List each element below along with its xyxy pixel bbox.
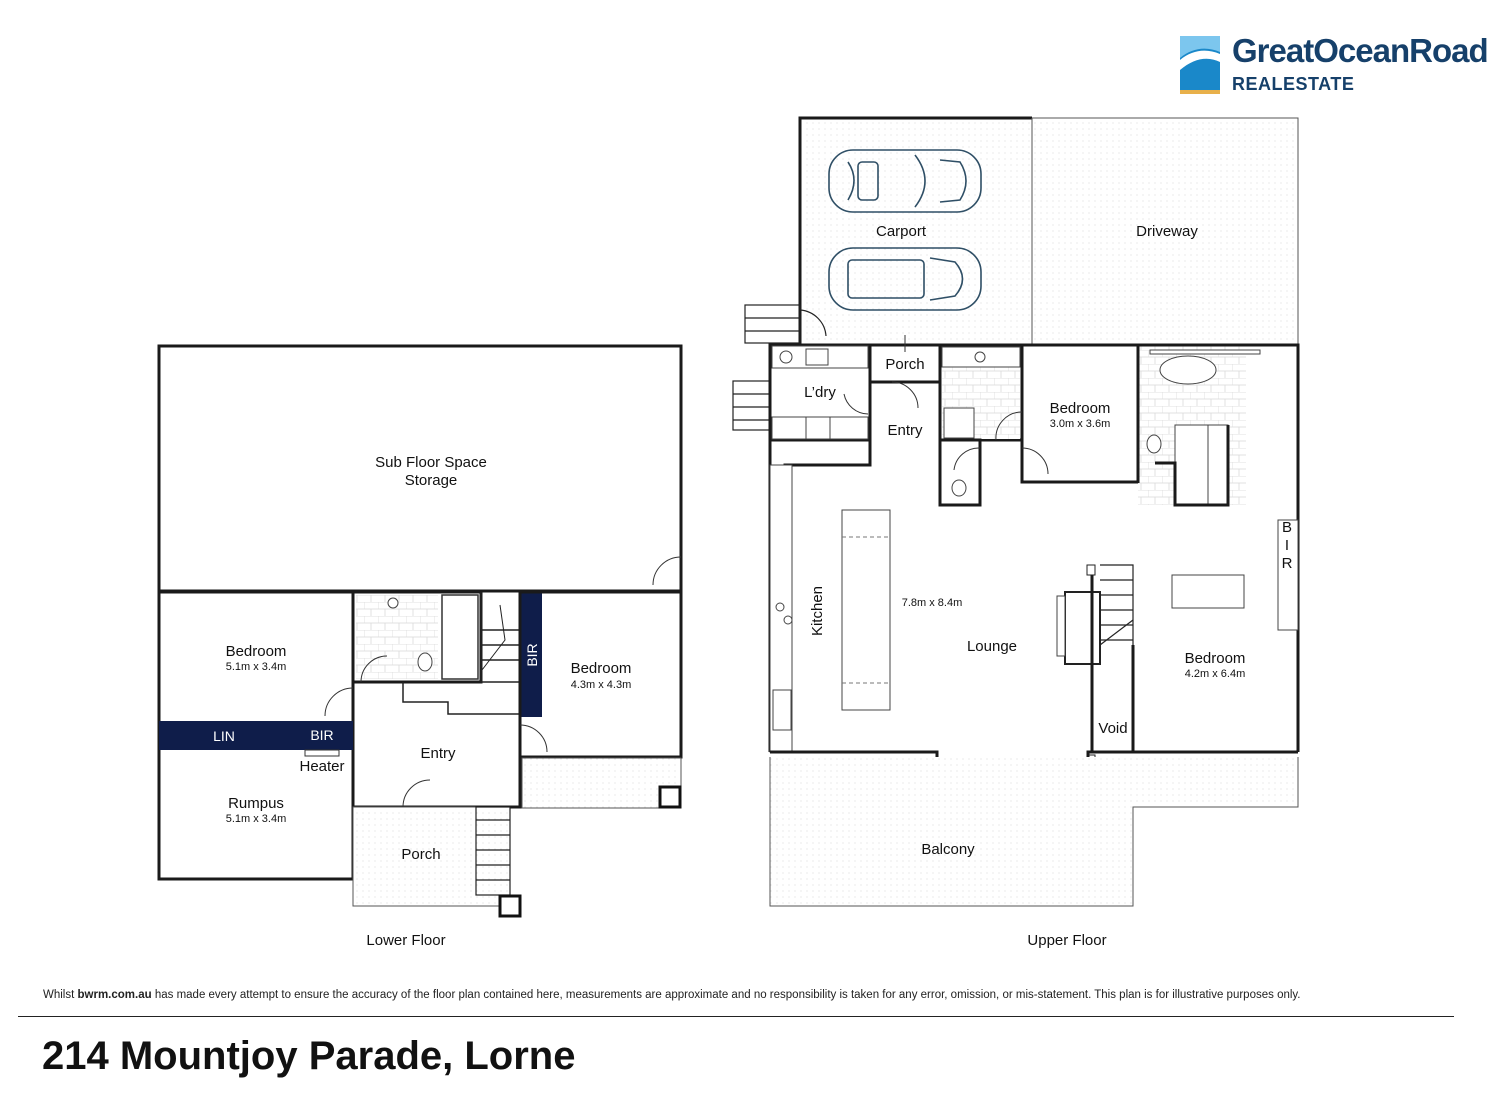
bir-lower-right-label: BIR — [524, 643, 540, 667]
lower-porch-label: Porch — [401, 846, 441, 863]
bedroom-left-dim: 5.1m x 3.4m — [225, 661, 287, 673]
disclaimer: Whilst bwrm.com.au has made every attempt to ensure the accuracy of the floor plan contained here, measurements are approximate and no responsibility is taken for any error, omission, or mis-statement. This plan is for illustrative purposes only. — [43, 989, 1301, 1001]
subfloor-label: Sub Floor Space — [375, 454, 487, 471]
lower-floor-caption: Lower Floor — [366, 932, 446, 949]
balcony-label: Balcony — [921, 841, 975, 858]
lin-label: LIN — [213, 728, 235, 744]
bir-upper-r: R — [1281, 555, 1293, 572]
void-label: Void — [1098, 720, 1128, 737]
bir-upper-b: B — [1281, 519, 1293, 536]
upper-bedroom-large-label: Bedroom — [1184, 650, 1246, 667]
upper-bedroom-small-label: Bedroom — [1049, 400, 1111, 417]
bir-upper-i: I — [1284, 537, 1290, 554]
upper-floor-caption: Upper Floor — [1027, 932, 1107, 949]
laundry-label: L’dry — [804, 384, 836, 401]
lower-entry-label: Entry — [420, 745, 456, 762]
carport-label: Carport — [875, 223, 927, 240]
upper-bedroom-small-dim: 3.0m x 3.6m — [1049, 418, 1111, 430]
rumpus-dim: 5.1m x 3.4m — [225, 813, 287, 825]
brand-subtitle: REALESTATE — [1232, 74, 1355, 94]
rumpus-label: Rumpus — [228, 795, 284, 812]
upper-porch-label: Porch — [885, 356, 925, 373]
upper-entry-label: Entry — [887, 422, 923, 439]
brand-name: GreatOceanRoad — [1232, 32, 1488, 69]
heater-label: Heater — [299, 758, 345, 775]
bedroom-left-label: Bedroom — [225, 643, 287, 660]
kitchen-label: Kitchen — [809, 585, 826, 637]
property-address: 214 Mountjoy Parade, Lorne — [42, 1034, 576, 1078]
driveway-label: Driveway — [1136, 223, 1198, 240]
upper-floor — [733, 118, 1298, 949]
lounge-label: Lounge — [966, 638, 1018, 655]
divider — [18, 1016, 1454, 1017]
bir-lower-left-label: BIR — [310, 727, 334, 743]
bedroom-right-dim: 4.3m x 4.3m — [570, 679, 632, 691]
upper-bedroom-large-dim: 4.2m x 6.4m — [1184, 668, 1246, 680]
lower-floor — [159, 346, 681, 949]
bedroom-right-label: Bedroom — [570, 660, 632, 677]
storage-label: Storage — [404, 472, 458, 489]
lounge-dim: 7.8m x 8.4m — [901, 597, 963, 609]
